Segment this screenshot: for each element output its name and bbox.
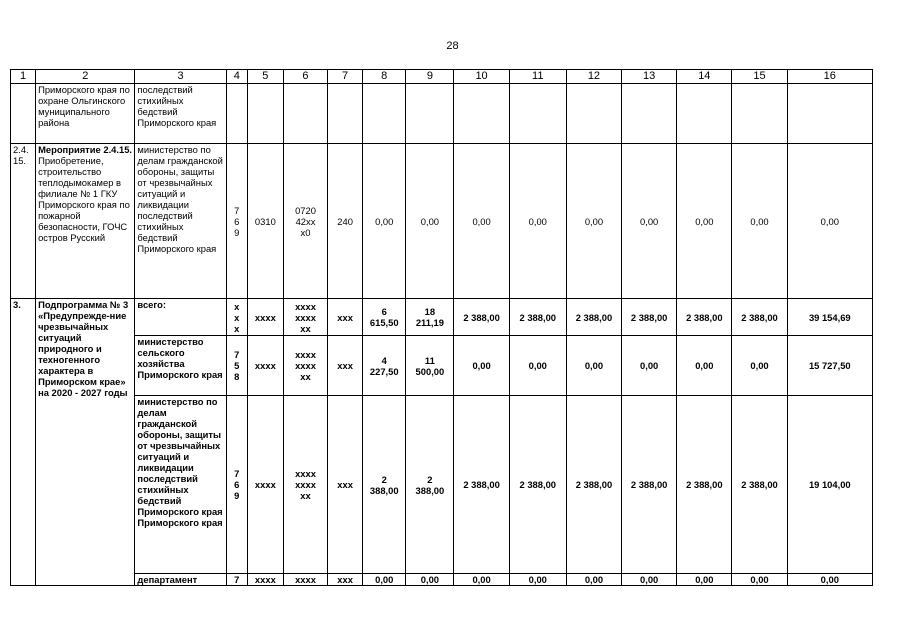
value-cell: 2 388,00 — [406, 396, 454, 574]
value-cell: 0,00 — [677, 336, 732, 396]
header-cell: 5 — [247, 70, 283, 84]
value-cell: 0,00 — [566, 574, 621, 586]
value-cell: 18 211,19 — [406, 299, 454, 336]
executor-cell: министерство сельского хозяйства Приморского края — [135, 336, 226, 396]
value-cell: 15 727,50 — [787, 336, 872, 396]
csr-cell: 0720 42xx x0 — [283, 144, 327, 299]
executor-cell: министерство по делам гражданской обороны, защиты от чрезвычайных ситуаций и ликвидации последствий стихийных бедствий Приморского края Приморского края — [135, 396, 226, 574]
table-row-sub3-gochs — [11, 396, 873, 574]
rzpr-cell: хххх — [247, 574, 283, 586]
measure-description: Приобретение, строительство теплодымокамер в филиале № 1 ГКУ Приморского края по пожарной безопасности, ГОЧС остров Русский — [38, 155, 130, 243]
value-cell: 0,00 — [454, 336, 509, 396]
rzpr-cell: 0310 — [247, 144, 283, 299]
value-cell: 2 388,00 — [566, 396, 621, 574]
value-cell: 11 500,00 — [406, 336, 454, 396]
name-cell: Приморского края по охране Ольгинского муниципального района — [36, 84, 135, 144]
value-cell: 0,00 — [732, 574, 787, 586]
header-cell: 1 — [11, 70, 36, 84]
value-cell: 2 388,00 — [509, 299, 566, 336]
table-row-2-4-15 — [11, 144, 873, 299]
value-cell: 0,00 — [622, 336, 677, 396]
header-cell: 9 — [406, 70, 454, 84]
num-cell: 3. — [11, 299, 36, 586]
value-cell: 2 388,00 — [622, 299, 677, 336]
subprogram-title: Подпрограмма № 3 «Предупрежде-ние чрезвычайных ситуаций природного и техногенного характера в Приморском крае» на 2020 - 2027 годы — [36, 299, 135, 586]
value-cell: 0,00 — [509, 574, 566, 586]
value-cell: 0,00 — [732, 336, 787, 396]
csr-cell: хххх хххх хх — [283, 336, 327, 396]
table-row-sub3-total — [11, 299, 873, 336]
value-cell: 0,00 — [454, 574, 509, 586]
value-cell: 0,00 — [509, 336, 566, 396]
header-cell: 13 — [622, 70, 677, 84]
value-cell: 0,00 — [787, 574, 872, 586]
header-cell: 11 — [509, 70, 566, 84]
vr-cell: ххх — [328, 299, 363, 336]
table-header-row — [11, 70, 873, 84]
value-cell: 0,00 — [677, 144, 732, 299]
value-cell: 0,00 — [363, 574, 406, 586]
num-cell: 2.4. 15. — [11, 144, 36, 299]
value-cell: 4 227,50 — [363, 336, 406, 396]
value-cell: 0,00 — [622, 144, 677, 299]
table-row — [11, 84, 873, 144]
value-cell: 2 388,00 — [677, 396, 732, 574]
page-number: 28 — [446, 40, 459, 52]
value-cell: 19 104,00 — [787, 396, 872, 574]
grbs-cell: 7 — [226, 574, 247, 586]
csr-cell: хххх хххх хх — [283, 396, 327, 574]
rzpr-cell: хххх — [247, 299, 283, 336]
name-cell — [36, 144, 135, 299]
executor-cell: всего: — [135, 299, 226, 336]
header-cell: 8 — [363, 70, 406, 84]
value-cell: 0,00 — [406, 144, 454, 299]
value-cell: 0,00 — [566, 144, 621, 299]
header-cell: 12 — [566, 70, 621, 84]
value-cell: 2 388,00 — [566, 299, 621, 336]
value-cell: 0,00 — [677, 574, 732, 586]
num-cell — [11, 84, 36, 144]
executor-cell: министерство по делам гражданской обороны, защиты от чрезвычайных ситуаций и ликвидации последствий стихийных бедствий Приморского края — [135, 144, 226, 299]
value-cell: 39 154,69 — [787, 299, 872, 336]
value-cell: 2 388,00 — [732, 299, 787, 336]
vr-cell: ххх — [328, 336, 363, 396]
value-cell: 0,00 — [622, 574, 677, 586]
value-cell: 2 388,00 — [732, 396, 787, 574]
value-cell: 0,00 — [566, 336, 621, 396]
grbs-cell: х х х — [226, 299, 247, 336]
header-cell: 2 — [36, 70, 135, 84]
csr-cell: хххх — [283, 574, 327, 586]
value-cell: 0,00 — [454, 144, 509, 299]
grbs-cell: 7 6 9 — [226, 396, 247, 574]
grbs-cell: 7 6 9 — [226, 144, 247, 299]
header-cell: 3 — [135, 70, 226, 84]
executor-cell: последствий стихийных бедствий Приморского края — [135, 84, 226, 144]
header-cell: 10 — [454, 70, 509, 84]
header-cell: 15 — [732, 70, 787, 84]
budget-table — [10, 69, 873, 586]
header-cell: 16 — [787, 70, 872, 84]
value-cell: 2 388,00 — [509, 396, 566, 574]
value-cell: 2 388,00 — [677, 299, 732, 336]
header-cell: 4 — [226, 70, 247, 84]
header-cell: 14 — [677, 70, 732, 84]
measure-title: Мероприятие 2.4.15. — [38, 144, 133, 155]
executor-cell: департамент — [135, 574, 226, 586]
value-cell: 0,00 — [363, 144, 406, 299]
vr-cell: ххх — [328, 396, 363, 574]
value-cell: 6 615,50 — [363, 299, 406, 336]
table-row-sub3-department — [11, 574, 873, 586]
rzpr-cell: хххх — [247, 336, 283, 396]
grbs-cell: 7 5 8 — [226, 336, 247, 396]
value-cell: 2 388,00 — [363, 396, 406, 574]
vr-cell: ххх — [328, 574, 363, 586]
value-cell: 2 388,00 — [454, 396, 509, 574]
value-cell: 0,00 — [406, 574, 454, 586]
value-cell: 2 388,00 — [454, 299, 509, 336]
value-cell: 0,00 — [732, 144, 787, 299]
header-cell: 6 — [283, 70, 327, 84]
csr-cell: хххх хххх хх — [283, 299, 327, 336]
header-cell: 7 — [328, 70, 363, 84]
value-cell: 0,00 — [509, 144, 566, 299]
rzpr-cell: хххх — [247, 396, 283, 574]
value-cell: 2 388,00 — [622, 396, 677, 574]
value-cell: 0,00 — [787, 144, 872, 299]
table-row-sub3-agriculture — [11, 336, 873, 396]
vr-cell: 240 — [328, 144, 363, 299]
